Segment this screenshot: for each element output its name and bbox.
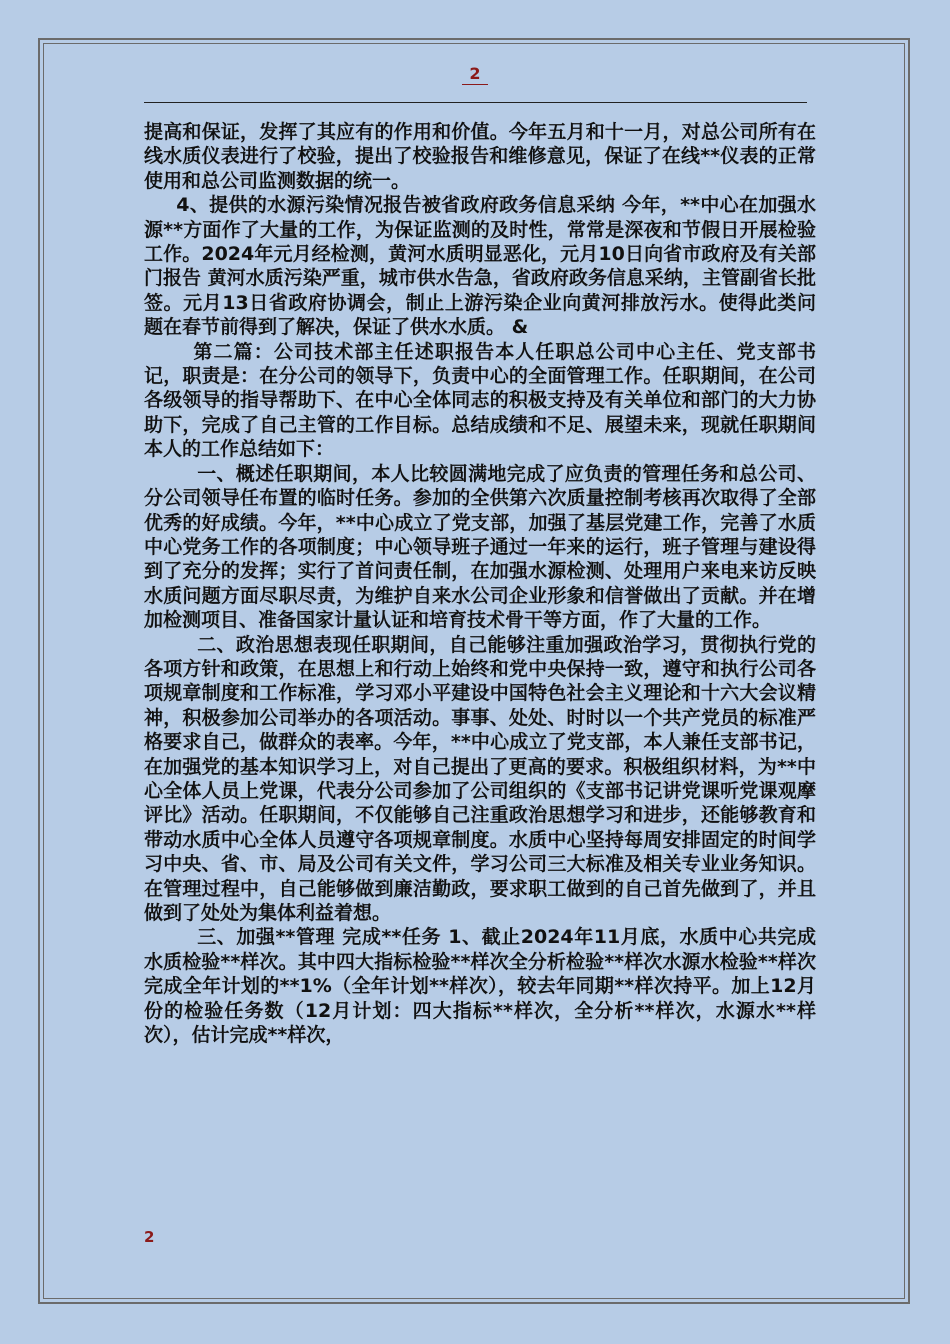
- paragraph: 4、提供的水源污染情况报告被省政府政务信息采纳 今年，**中心在加强水源**方面作了大量的工作，为保证监测的及时性，常常是深夜和节假日开展检验工作。2024年元月经检测，黄河水质明显恶化，元月10日向省市政府及有关部门报告 黄河水质污染严重，城市供水告急，省政府政务信息采纳，主管副省长批签。元月13日省政府协调会，制止上游污染企业向黄河排放污水。使得此类问题在春节前得到了解决，保证了供水水质。 &: [144, 194, 816, 339]
- paragraph: 二、政治思想表现任职期间，自己能够注重加强政治学习，贯彻执行党的各项方针和政策，在思想上和行动上始终和党中央保持一致，遵守和执行公司各项规章制度和工作标准，学习邓小平建设中国特色社会主义理论和十六大会议精神，积极参加公司举办的各项活动。事事、处处、时时以一个共产党员的标准严格要求自己，做群众的表率。今年，**中心成立了党支部，本人兼任支部书记，在加强党的基本知识学习上，对自己提出了更高的要求。积极组织材料，为**中心全体人员上党课，代表分公司参加了公司组织的《支部书记讲党课听党课观摩评比》活动。任职期间，不仅能够自己注重政治思想学习和进步，还能够教育和带动水质中心全体人员遵守各项规章制度。水质中心坚持每周安排固定的时间学习中央、省、市、局及公司有关文件，学习公司三大标准及相关专业业务知识。在管理过程中，自己能够做到廉洁勤政，要求职工做到的自己首先做到了，并且做到了处处为集体利益着想。: [144, 633, 816, 924]
- paragraph: 提高和保证，发挥了其应有的作用和价值。今年五月和十一月，对总公司所有在线水质仪表进行了校验，提出了校验报告和维修意见，保证了在线**仪表的正常使用和总公司监测数据的统一。: [144, 121, 816, 192]
- paragraph: 一、概述任职期间，本人比较圆满地完成了应负责的管理任务和总公司、分公司领导任布置的临时任务。参加的全供第六次质量控制考核再次取得了全部优秀的好成绩。今年，**中心成立了党支部，加强了基层党建工作，完善了水质中心党务工作的各项制度；中心领导班子通过一年来的运行，班子管理与建设得到了充分的发挥；实行了首问责任制，在加强水源检测、处理用户来电来访反映水质问题方面尽职尽责，为维护自来水公司企业形象和信誉做出了贡献。并在增加检测项目、准备国家计量认证和培育技术骨干等方面，作了大量的工作。: [144, 462, 816, 632]
- paragraph: 三、加强**管理 完成**任务 1、截止2024年11月底，水质中心共完成水质检验**样次。其中四大指标检验**样次全分析检验**样次水源水检验**样次完成全年计划的**1%（全年计划**样次），较去年同期**样次持平。加上12月份的检验任务数（12月计划：四大指标**样次，全分析**样次，水源水**样次），估计完成**样次，: [144, 926, 816, 1047]
- paragraph: 第二篇：公司技术部主任述职报告本人任职总公司中心主任、党支部书记，职责是：在分公司的领导下，负责中心的全面管理工作。任职期间，在公司各级领导的指导帮助下、在中心全体同志的积极支持及有关单位和部门的大力协助下，完成了自己主管的工作目标。总结成绩和不足、展望未来，现就任职期间本人的工作总结如下：: [144, 340, 816, 461]
- document-body: [144, 120, 816, 1047]
- header-page-number: 2: [462, 64, 488, 85]
- header-rule: [144, 102, 807, 103]
- footer-page-number: 2: [144, 1228, 155, 1246]
